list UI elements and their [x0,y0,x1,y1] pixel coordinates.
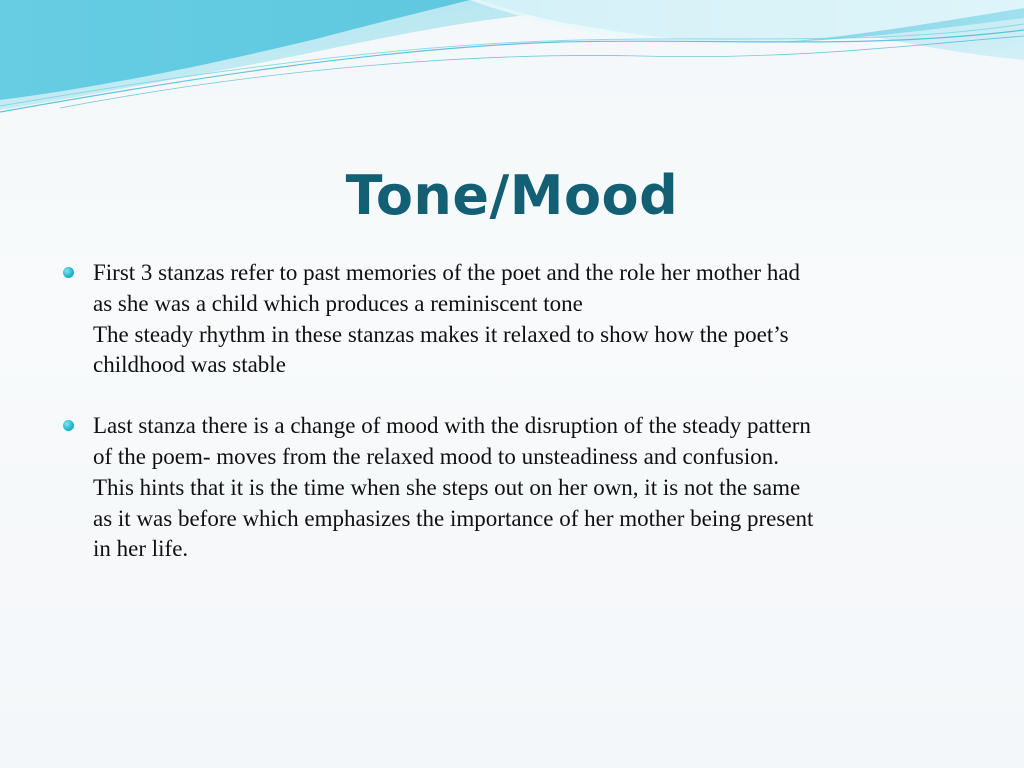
bullet-line: First 3 stanzas refer to past memories of the poet and the role her mother had [93,260,801,285]
bullet-line: as she was a child which produces a reminiscent tone [93,290,583,316]
bullet-text [93,411,960,565]
bullet-dot-icon [63,420,74,431]
bullet-line: The steady rhythm in these stanzas makes it relaxed to show how the poet’s [93,321,789,347]
bullet-line: This hints that it is the time when she steps out on her own, it is not the same [93,474,801,500]
bullet-line: childhood was stable [93,352,286,378]
bullet-line: as it was before which emphasizes the importance of her mother being present [93,505,814,531]
decorative-wave-header [0,0,1024,130]
bullet-line: Last stanza there is a change of mood with the disruption of the steady pattern [93,413,811,439]
bullet-dot-icon [63,267,74,278]
bullet-line: of the poem- moves from the relaxed mood to unsteadiness and confusion. [93,443,780,469]
bullet-text [93,258,960,381]
slide-title: Tone/Mood [345,164,679,228]
bullet-line: in her life. [93,536,189,562]
bullet-list [60,258,960,565]
bullet-item [60,411,960,565]
bullet-item [60,258,960,381]
